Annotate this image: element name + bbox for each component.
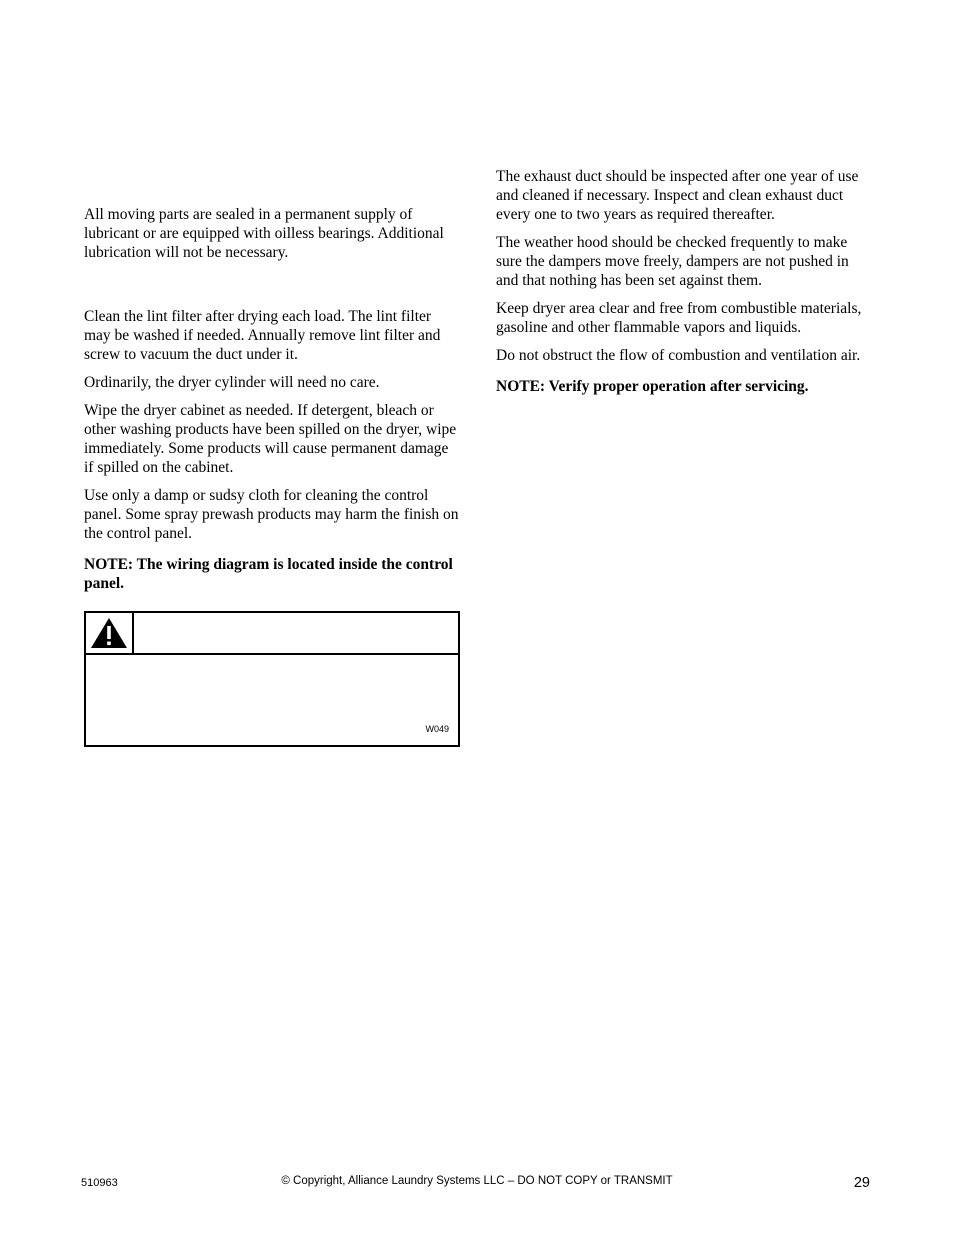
left-column: [84, 205, 460, 602]
warning-box: [84, 611, 460, 747]
warning-code: W049: [425, 724, 449, 734]
airflow-paragraph: Do not obstruct the flow of combustion and ventilation air.: [496, 347, 861, 364]
wiring-note: NOTE: The wiring diagram is located inside the control panel.: [84, 556, 453, 592]
cleaning-paragraph-1: Clean the lint filter after drying each load. The lint filter may be washed if needed. Annually remove lint filter and screw to vacuum the duct under it.: [84, 308, 441, 363]
cleaning-paragraph-2: Ordinarily, the dryer cylinder will need no care.: [84, 374, 380, 391]
warning-header: [86, 613, 458, 655]
weather-hood-paragraph: The weather hood should be checked frequently to make sure the dampers move freely, dampers are not pushed in and that nothing has been set against them.: [496, 234, 849, 289]
warning-triangle-icon: [86, 613, 134, 653]
cleaning-paragraph-4: Use only a damp or sudsy cloth for cleaning the control panel. Some spray prewash products may harm the finish on the control panel.: [84, 487, 459, 542]
exhaust-paragraph: The exhaust duct should be inspected after one year of use and cleaned if necessary. Inspect and clean exhaust duct every one to two years as required thereafter.: [496, 168, 859, 223]
cleaning-paragraph-3: Wipe the dryer cabinet as needed. If detergent, bleach or other washing products have been spilled on the dryer, wipe immediately. Some products will cause permanent damage if spilled on the cabinet.: [84, 402, 457, 476]
lubrication-paragraph: All moving parts are sealed in a permanent supply of lubricant or are equipped with oilless bearings. Additional lubrication will not be necessary.: [84, 206, 444, 261]
page-footer: [0, 1174, 954, 1198]
right-column: [496, 167, 872, 405]
servicing-note: NOTE: Verify proper operation after servicing.: [496, 378, 809, 395]
copyright-notice: © Copyright, Alliance Laundry Systems LLC – DO NOT COPY or TRANSMIT: [281, 1175, 673, 1187]
page-number: 29: [853, 1175, 870, 1191]
dryer-area-paragraph: Keep dryer area clear and free from combustible materials, gasoline and other flammable vapors and liquids.: [496, 300, 862, 336]
doc-number: 510963: [81, 1177, 118, 1189]
section-gap: [84, 271, 460, 307]
